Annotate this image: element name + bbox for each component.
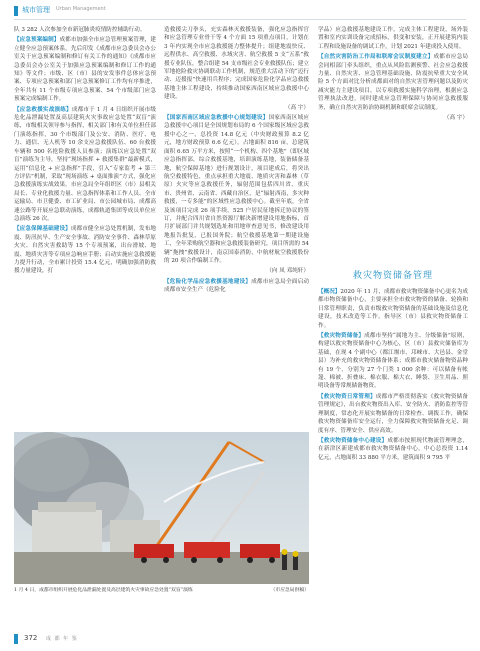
section-text: 成都市应急局全面启动成都市安全生产（危险化 (164, 278, 309, 294)
caption-text: 1 月 4 日，成都市组织开展危化品泄漏处置及高层建筑火灾事故应急处置“双盲”演练 (14, 588, 193, 593)
section-tag: 【应急救援实战演练】 (14, 106, 72, 113)
text-column-3 (318, 26, 468, 124)
section-tag: 【救灾物资日常管理】 (318, 393, 376, 400)
text-column-3-lower (318, 288, 468, 464)
author-credit: （高 宇） (443, 115, 468, 122)
section-tag: 【国家西南区域应急救援中心规划建设】 (164, 115, 269, 122)
paragraph: 学品）应急救援基地建设工作，完成主体工程建设，场外装置和室内实训设备完成招标，供变和安装，正开展建筑内装工程和设施设备的调试工作，计划 2021 年建成投入使用。 (318, 27, 468, 50)
section-tag: 【危险化学品应急救援基地建设】 (164, 278, 252, 285)
text-column-1 (14, 26, 156, 278)
section-tag: 【应急保障基础建设】 (14, 226, 71, 233)
caption-credit: （市应急局供稿） (270, 588, 309, 593)
section-text: 成都市于 1 月 4 日组织开展市级危化品泄漏处置及高层建筑火灾事故应急处置“双盲”演练，市级相关领导参与指挥，相关部门和有关单位担任部门演练指挥，30 个市级部门及公安、消防、医疗、电力、通信、无人机等 10 余支应急救援队伍、60 台救援车辆和 500 名抢险救援人员参演；演练以应急处置“双盲”演练为主导，坚持“现场指挥 + 救援集群”最新模式，运用“信息化 + 应急指挥”手段，引入“专家监考 + 第三方评估”机制，采取“现场演练 + 桌面推演”方式，强化应急救援演练实战效果。市应急局全年组织区（市）县相关局长、专业化救援力量、应急指挥体系和工作人员、全市运输局、市卫健委、市工矿业局、市公园城市局、成都高速公路等开展应急联动演练，成都轨道集团等成员单位应急演练 26 次。 (14, 106, 156, 222)
section-text: 成都市健全应急处置机制，发布地震、防汛抗旱、生产安全事故、消防安全事件、森林草原火灾、自然灾害救助等 15 个专项预案，出台滑坡、地震、地质灾害等专项应急响应手册；启动实施应急救援能力提升行动，全市累计投资 15.4 亿元，明确加强消防救援力量建设，打 (14, 226, 156, 275)
section-tag: 【救灾物资储备中心建设】 (318, 437, 388, 444)
paragraph (318, 53, 468, 112)
header-accent-bar (14, 6, 18, 16)
author-credit: （向 凤 邓纯轩） (266, 268, 309, 275)
paragraph (318, 393, 468, 435)
yearbook-name: 成 都 年 鉴 (46, 636, 78, 642)
drill-photo (14, 432, 309, 584)
section-tag: 【救灾物资储备】 (318, 333, 365, 340)
section-text: 2020 年 11 月，成都市救灾物资储备中心更名为成都市物资储备中心，主要承担全市救灾物资的储备、轮换和日常管理职责，负责市级救灾物资储备的基础设施及信息化建设，技术改造等工作，指导区（市）县救灾物资储备工作。 (318, 289, 468, 329)
page-header (0, 0, 480, 20)
section-header-subtitle: Urban Management (56, 6, 106, 12)
page-number: 372 (24, 634, 38, 642)
paragraph: 造救援尖刀拳头，充实森林灭救援装备，强化应急指挥官和应急管理专业骨干等 4 个方面 15 项重点项目，计划在 3 年内实现全市应急救援能力整体提升；组建地震快反、远程供水、高空救援、水域灾害、航空救援 5 支“五系”救援专业队伍，整合组建 54 支市级社会专业救援队伍；建立军地抢险救灾协调联动工作机制，规范重大活动下的“迈行动、迈援报”快速用兵程序；完成国家危险化学品应急救援基地主体工程建设，持续推动国家西南区域应急救援中心建设。 (164, 27, 309, 101)
author-credit: （高 宇） (284, 104, 309, 111)
paragraph (318, 437, 468, 462)
text-column-2 (164, 26, 309, 297)
footer-accent-bar (14, 634, 18, 644)
section-text: 成都市应急局会同相部门牵头组织，重点从风险监测预警、社会应急救援力量、自然灾害、应急管理基础设施、防震抗晕重大安全风险 5 个方面对比分析成都面对的自然灾害管理问题以及防灾减灾能力主建设项目，以专项救援实施科学治理，根据应急管理执法改进，同时建成应急管理保障与协同应急救援服务，确立自然灾害防治协调机制和联席会议制度。 (318, 54, 468, 111)
paragraph (318, 288, 468, 330)
section-text: 成都市按照现代物流管理理念，在新津区新建成都市救灾物资储备中心，中心总投资 1.14 亿元，占地面积 33 880 平方米，建筑面积 9 795 平 (318, 437, 468, 461)
drill-scene-image (14, 432, 309, 584)
paragraph (164, 278, 309, 295)
paragraph (14, 36, 156, 103)
section-text: 成都市加强全市应急管理预案管理，建立健全应急预案体系。先后印发《成都市应急委员会办公室关于应急预案编制和修订有关工作的通知》《成都市应急委员会办公室关于加强应急预案编制和修订工作的通知》等文件；市级、区（市）县的安发事件总体应急预案、专项应急预案和部门应急预案修订工作均有序推进，全年共有 11 个市级专项应急预案、54 个市级部门应急预案完成编制工作。 (14, 37, 156, 103)
paragraph (164, 114, 309, 265)
section-text: 成都市坚持“属地为主、分级储备”原则，构建以救灾物资储备中心为核心，区（市）县救灾储备库为基础，在现 4 个副中心（都江堰市、邛崃市、大邑县、金堂县）为补充的救灾物资储备体系；成都市救灾储备物资品种有 19 个，分别为 27 个门类 1 000 余种：可以储备有帐篷、棉被、折叠床、棉衣服、棉大衣、睡袋、卫生用品、照明设备等常规储备物资。 (318, 333, 468, 390)
section-tag: 【应急预案编制】 (14, 37, 60, 44)
page-footer (0, 628, 480, 648)
header-divider (14, 19, 466, 20)
section-text: 成都市严格贯彻落实《救灾物资储备管理规定》，出台救灾物资出入库、安全防火、消防监控等管理制度，常态化开展实物储备的日常检查、调拨工作，确保救灾物资储备库安全运行，全力保障救灾物资储备充足、调度有序、管理安全、供应高效。 (318, 393, 468, 434)
paragraph (318, 332, 468, 391)
section-tag: 【概况】 (318, 289, 341, 295)
paragraph: 队 3 282 人次参加全市新冠肺炎疫情防控辅助行动。 (14, 27, 146, 33)
section-tag: 【自然灾害防治工作局和联席会议制度建立】 (318, 54, 434, 61)
section-heading: 救灾物资储备管理 (352, 271, 433, 281)
paragraph (14, 106, 156, 224)
section-text: 国家西南区域应急救援中心项目是全国规划布局的 6 个国家级区域应急救援中心之一，总投资 14.8 亿元（中央财政预算 8.2 亿元，地方财政预算 6.6 亿元），占地面积 816 亩，总建筑面积 6.65 万平方米，按照“一个机构、四个基地”（即区域应急指挥部，综合救援基地，培训演练基地，装备储备基地，航空保障基地）进行规划设计，项目建成后，将突出航空救援特色，重点承担重大地震、地质灾害和森林（草原）火灾等应急救援任务，辐射范围包括四川省、重庆市、贵州省、云南省、西藏自治区，是“辐射西南，多灾种救援，一专多能”的区域性应急救援中心。截至年底，全省及该项目完成 26 项手续，525 户居民征地拆迁协议的签订，并配合四川省自然资源厅解决新增建设用地指标，首月扩展部门并共规划选址和用地审查意见书，修改建设用地报告批复，已报国务院；航空救援基地第一期建设施工，全年采购航空器和应急救援装备研究，项目所需的 54 辆“拖拽”救援设计，南京国泰消防，中航材航空救援股份的 20 项合作编制工作。 (164, 115, 309, 264)
paragraph (14, 225, 156, 275)
photo-caption (14, 587, 309, 594)
section-header-title: 城市管理 (22, 6, 50, 14)
